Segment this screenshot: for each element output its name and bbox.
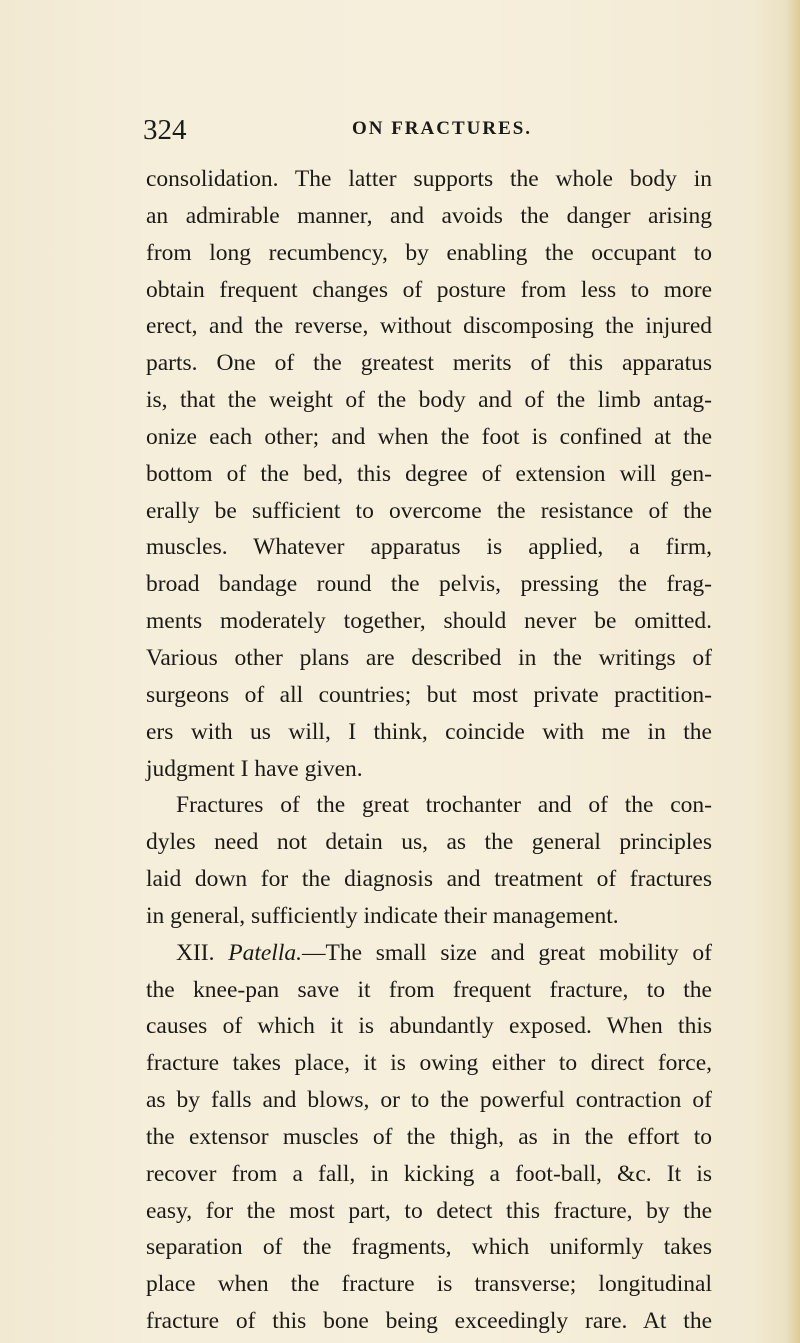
text-line: the knee-pan save it from frequent fracture, to the — [146, 976, 712, 1003]
text-line: separation of the fragments, which uniformly takes — [146, 1234, 712, 1261]
text-line: muscles. Whatever apparatus is applied, a firm, — [146, 534, 712, 561]
text-line: dyles need not detain us, as the general principles — [146, 829, 712, 856]
text-line: Fractures of the great trochanter and of the con- — [176, 792, 712, 819]
text-line: fracture takes place, it is owing either to direct force, — [146, 1050, 712, 1077]
text-line: onize each other; and when the foot is confined at the — [146, 423, 712, 450]
text-line: Various other plans are described in the writings of — [146, 644, 712, 671]
text-line: obtain frequent changes of posture from less to more — [146, 276, 712, 303]
text-line: erally be sufficient to overcome the resistance of the — [146, 497, 712, 524]
text-line: recover from a fall, in kicking a foot-ball, &c. It is — [146, 1160, 712, 1187]
text-line: ments moderately together, should never be omitted. — [146, 608, 712, 635]
body-text — [146, 161, 712, 1340]
text-line: is, that the weight of the body and of the limb antag- — [146, 387, 712, 414]
section-title: Patella. — [228, 939, 302, 966]
text-line: in general, sufficiently indicate their management. — [146, 902, 619, 929]
running-head: ON FRACTURES. — [351, 118, 533, 139]
text-line: erect, and the reverse, without discomposing the injured — [146, 313, 712, 340]
text-line: surgeons of all countries; but most private practition- — [146, 681, 712, 708]
section-heading-line — [146, 935, 712, 972]
page-number: 324 — [143, 114, 187, 146]
text-line: the extensor muscles of the thigh, as in the effort to — [146, 1123, 712, 1150]
text-line: judgment I have given. — [146, 755, 363, 782]
page-header — [143, 112, 713, 152]
text-line: as by falls and blows, or to the powerful contraction of — [146, 1087, 712, 1114]
text-line: place when the fracture is transverse; longitudinal — [146, 1271, 712, 1298]
text-line: fracture of this bone being exceedingly rare. At the — [146, 1308, 712, 1335]
text-line: parts. One of the greatest merits of this apparatus — [146, 350, 712, 377]
text-run: —The small size and great mobility of — [301, 939, 712, 966]
text-line: bottom of the bed, this degree of extension will gen- — [146, 460, 712, 487]
text-line: from long recumbency, by enabling the occupant to — [146, 239, 712, 266]
text-line: laid down for the diagnosis and treatment of fractures — [146, 866, 712, 893]
text-line: consolidation. The latter supports the whole body in — [146, 166, 712, 192]
text-line: causes of which it is abundantly exposed. When this — [146, 1013, 712, 1040]
text-line: ers with us will, I think, coincide with me in the — [146, 718, 712, 745]
section-number: XII. — [176, 939, 215, 966]
text-line: easy, for the most part, to detect this fracture, by the — [146, 1197, 712, 1224]
text-line: broad bandage round the pelvis, pressing the frag- — [146, 571, 712, 598]
text-line: an admirable manner, and avoids the danger arising — [146, 202, 712, 229]
page-edge-shading — [786, 0, 800, 1343]
